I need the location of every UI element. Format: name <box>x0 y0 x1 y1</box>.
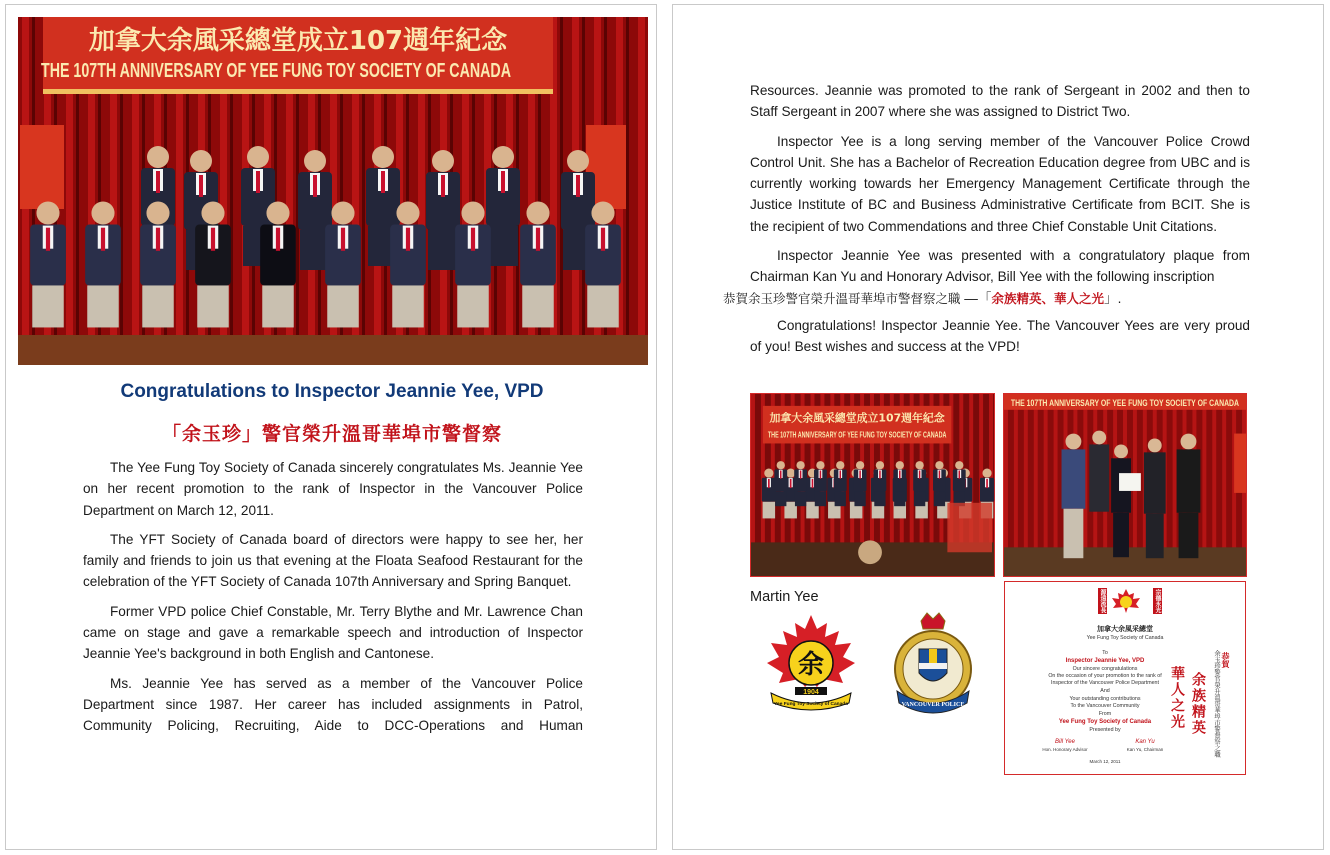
vpd-crest-text: VANCOUVER POLICE <box>901 702 965 708</box>
plaque-line: Your outstanding contributions <box>1069 696 1141 702</box>
yft-logo-year: 1904 <box>803 689 819 696</box>
plaque-line: On the occasion of your promotion to the rank of <box>1048 673 1162 679</box>
banner-english-cropped: THE 107TH ANNIVERSARY OF YEE FUNG TOY SOCIETY OF CANADA <box>1010 397 1240 408</box>
plaque-signature-2: Kan Yu <box>1135 739 1155 745</box>
yft-society-logo <box>765 613 857 713</box>
plaque-recipient: Inspector Jeannie Yee, VPD <box>1065 658 1145 664</box>
banner-english: THE 107TH ANNIVERSARY OF YEE FUNG TOY SOCIETY OF CANADA <box>41 60 511 82</box>
paragraph: Congratulations! Inspector Jeannie Yee. The Vancouver Yees are very proud of you! Best wishes and success at the VPD! <box>750 317 1250 355</box>
banner-chinese: 加拿大余風采總堂成立107週年紀念 <box>88 26 508 56</box>
banner-english-small: THE 107TH ANNIVERSARY OF YEE FUNG TOY SOCIETY OF CANADA <box>767 430 947 440</box>
inscription-chinese: 恭賀余玉珍警官榮升溫哥華埠市警督察之職 <box>723 290 961 306</box>
banner-chinese-small: 加拿大余風采總堂成立107週年紀念 <box>769 411 945 425</box>
congratulatory-plaque <box>1004 581 1246 775</box>
page-left <box>5 4 657 850</box>
vancouver-police-crest <box>887 611 979 717</box>
plaque-society: Yee Fung Toy Society of Canada <box>1058 719 1152 725</box>
plaque-from: From <box>1098 711 1112 717</box>
yft-logo-char: 余 <box>797 650 825 680</box>
plaque-sig-title-1: Hon. Honorary Advisor <box>1042 747 1088 752</box>
plaque-line: And <box>1100 688 1110 694</box>
inscription-end: 」. <box>1104 290 1122 306</box>
paragraph: Resources. Jeannie was promoted to the rank of Sergeant in 2002 and then to Staff Sergeant in 2007 where she was assigned to District Two. <box>750 83 1250 120</box>
photo-caption: Martin Yee <box>750 589 819 605</box>
plaque-line: To the Vancouver Community <box>1070 703 1140 709</box>
plaque-signature-1: Bill Yee <box>1055 739 1075 745</box>
inscription-dash: —「 <box>960 290 992 306</box>
chinese-title: 「余玉珍」警官榮升溫哥華埠市警督察 <box>161 423 502 445</box>
paragraph: Inspector Yee is a long serving member of the Vancouver Police Crowd Control Unit. She has a Bachelor of Recreation Education degree from UBC and is currently working towards her Emergency Management Certificate through the Justice Institute of BC and Business Administrative Certificate from BCIT. She is the recipient of two Commendations and three Chief Constable Unit Citations. <box>750 133 1250 234</box>
plaque-motto-1: 余族精英 <box>1190 672 1206 736</box>
paragraph: Former VPD police Chief Constable, Mr. Terry Blythe and Mr. Lawrence Chan came on stage and gave a remarkable speech and introduction of Inspector Jeannie Yee's background in both English and Cantonese. <box>83 603 583 662</box>
plaque-line: Our sincere congratulations <box>1072 666 1138 672</box>
paragraph-text: Inspector Jeannie Yee was presented with a congratulatory plaque from Chairman Kan Yu and Honorary Advisor, Bill Yee with the following inscription <box>750 248 1250 285</box>
article-body-right <box>723 80 1250 366</box>
paragraph <box>723 245 1250 309</box>
plaque-emblem <box>1111 588 1141 616</box>
plaque-side-left: 源遠流長 <box>1099 589 1106 613</box>
paragraph: The Yee Fung Toy Society of Canada sincerely congratulates Ms. Jeannie Yee on her recent promotion to the rank of Inspector in the Vancouver Police Department on March 12, 2011. <box>83 460 583 518</box>
plaque-date: March 12, 2011 <box>1089 759 1121 764</box>
plaque-inscription: 余玉珍警官榮升溫哥華埠市警督察之職 <box>1213 650 1220 758</box>
paragraph: The YFT Society of Canada board of directors were happy to see her, her family and friends to join us that evening at the Floata Seafood Restaurant for the celebration of the YFT Society of Canada 107th Anniversary and Spring Banquet. <box>83 531 583 590</box>
paragraph: Ms. Jeannie Yee has served as a member of the Vancouver Police Department since 1987. Her career has included assignments in Patrol, Community Policing, Recruiting, Aide to DCC-Operations and Human <box>83 675 583 734</box>
plaque-to: To <box>1102 650 1108 656</box>
page-right <box>672 4 1324 850</box>
plaque-header-en: Yee Fung Toy Society of Canada <box>1086 635 1164 641</box>
article-body-left <box>83 457 583 745</box>
plaque-motto-2: 華人之光 <box>1169 666 1185 730</box>
plaque-line: Inspector of the Vancouver Police Department <box>1051 680 1159 686</box>
group-photo <box>18 17 648 365</box>
plaque-side-right: 宗德永光 <box>1154 589 1161 613</box>
presentation-photo <box>1003 393 1247 577</box>
inscription-highlight: 余族精英、華人之光 <box>991 290 1104 306</box>
plaque-presented: Presented by <box>1089 727 1121 733</box>
plaque-sig-title-2: Kan Yu, Chairman <box>1126 747 1164 752</box>
article-title: Congratulations to Inspector Jeannie Yee, VPD <box>120 381 544 402</box>
yft-logo-text: Yee Fung Toy Society of Canada <box>774 702 848 707</box>
banquet-photo <box>750 393 995 577</box>
plaque-gong: 恭賀 <box>1221 652 1231 668</box>
plaque-header-zh: 加拿大余風采總堂 <box>1097 626 1153 633</box>
